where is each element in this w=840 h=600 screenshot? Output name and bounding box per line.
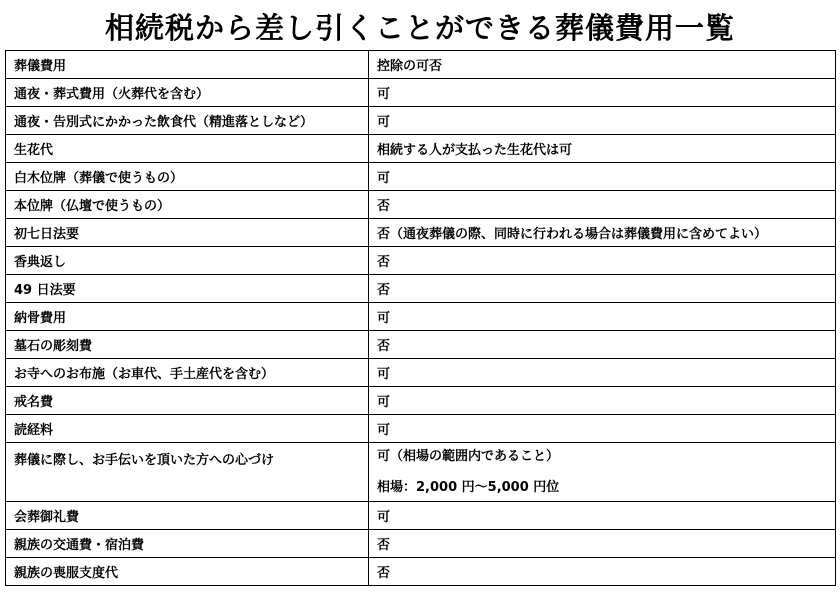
table-row xyxy=(6,107,836,135)
deductible-status-cell: 否 xyxy=(369,191,836,219)
deductible-status-cell: 可 xyxy=(369,387,836,415)
table-row xyxy=(6,359,836,387)
table-row xyxy=(6,415,836,443)
column-header-deductible: 控除の可否 xyxy=(369,51,836,79)
deductible-status-cell: 可 xyxy=(369,107,836,135)
status-text: 可（相場の範囲内であること） xyxy=(377,449,560,464)
deductible-status-cell: 否 xyxy=(369,530,836,558)
expense-item-cell: 墓石の彫刻費 xyxy=(6,331,369,359)
expense-item-cell: 通夜・葬式費用（火葬代を含む） xyxy=(6,79,369,107)
table-row xyxy=(6,275,836,303)
table-row xyxy=(6,331,836,359)
table-row xyxy=(6,219,836,247)
deductible-status-cell: 否（通夜葬儀の際、同時に行われる場合は葬儀費用に含めてよい） xyxy=(369,219,836,247)
table-row xyxy=(6,387,836,415)
expense-item-cell: 生花代 xyxy=(6,135,369,163)
deductible-status-cell: 可 xyxy=(369,79,836,107)
table-row xyxy=(6,303,836,331)
deductible-status-cell: 否 xyxy=(369,331,836,359)
table-row xyxy=(6,530,836,558)
deductible-status-cell: 可 xyxy=(369,163,836,191)
table-body xyxy=(6,79,836,586)
table-row xyxy=(6,502,836,530)
column-header-expense: 葬儀費用 xyxy=(6,51,369,79)
expense-item-cell: 納骨費用 xyxy=(6,303,369,331)
funeral-expense-table xyxy=(5,50,836,586)
table-row xyxy=(6,191,836,219)
expense-item-cell: 香典返し xyxy=(6,247,369,275)
expense-item-cell: 葬儀に際し、お手伝いを頂いた方への心づけ xyxy=(6,443,369,502)
deductible-status-cell: 可 xyxy=(369,415,836,443)
expense-item-cell: 読経料 xyxy=(6,415,369,443)
table-row xyxy=(6,135,836,163)
expense-item-cell: 親族の交通費・宿泊費 xyxy=(6,530,369,558)
table-header-row xyxy=(6,51,836,79)
table-row xyxy=(6,163,836,191)
expense-item-cell: 白木位牌（葬儀で使うもの） xyxy=(6,163,369,191)
expense-item-cell: 親族の喪服支度代 xyxy=(6,558,369,586)
expense-item-cell: 初七日法要 xyxy=(6,219,369,247)
deductible-status-cell xyxy=(369,443,836,502)
deductible-status-cell: 否 xyxy=(369,275,836,303)
expense-item-cell: 本位牌（仏壇で使うもの） xyxy=(6,191,369,219)
deductible-status-cell: 否 xyxy=(369,558,836,586)
deductible-status-cell: 相続する人が支払った生花代は可 xyxy=(369,135,836,163)
expense-item-cell: 会葬御礼費 xyxy=(6,502,369,530)
expense-item-cell: 通夜・告別式にかかった飲食代（精進落としなど） xyxy=(6,107,369,135)
page-title: 相続税から差し引くことができる葬儀費用一覧 xyxy=(104,11,735,45)
deductible-status-cell: 可 xyxy=(369,359,836,387)
expense-item-cell: 戒名費 xyxy=(6,387,369,415)
deductible-status-cell: 否 xyxy=(369,247,836,275)
status-note: 相場：2,000 円～5,000 円位 xyxy=(377,480,560,495)
table-row xyxy=(6,443,836,502)
expense-item-cell: お寺へのお布施（お車代、手土産代を含む） xyxy=(6,359,369,387)
table-row xyxy=(6,247,836,275)
table-row xyxy=(6,79,836,107)
deductible-status-cell: 可 xyxy=(369,502,836,530)
expense-item-cell: 49 日法要 xyxy=(6,275,369,303)
deductible-status-cell: 可 xyxy=(369,303,836,331)
table-row xyxy=(6,558,836,586)
